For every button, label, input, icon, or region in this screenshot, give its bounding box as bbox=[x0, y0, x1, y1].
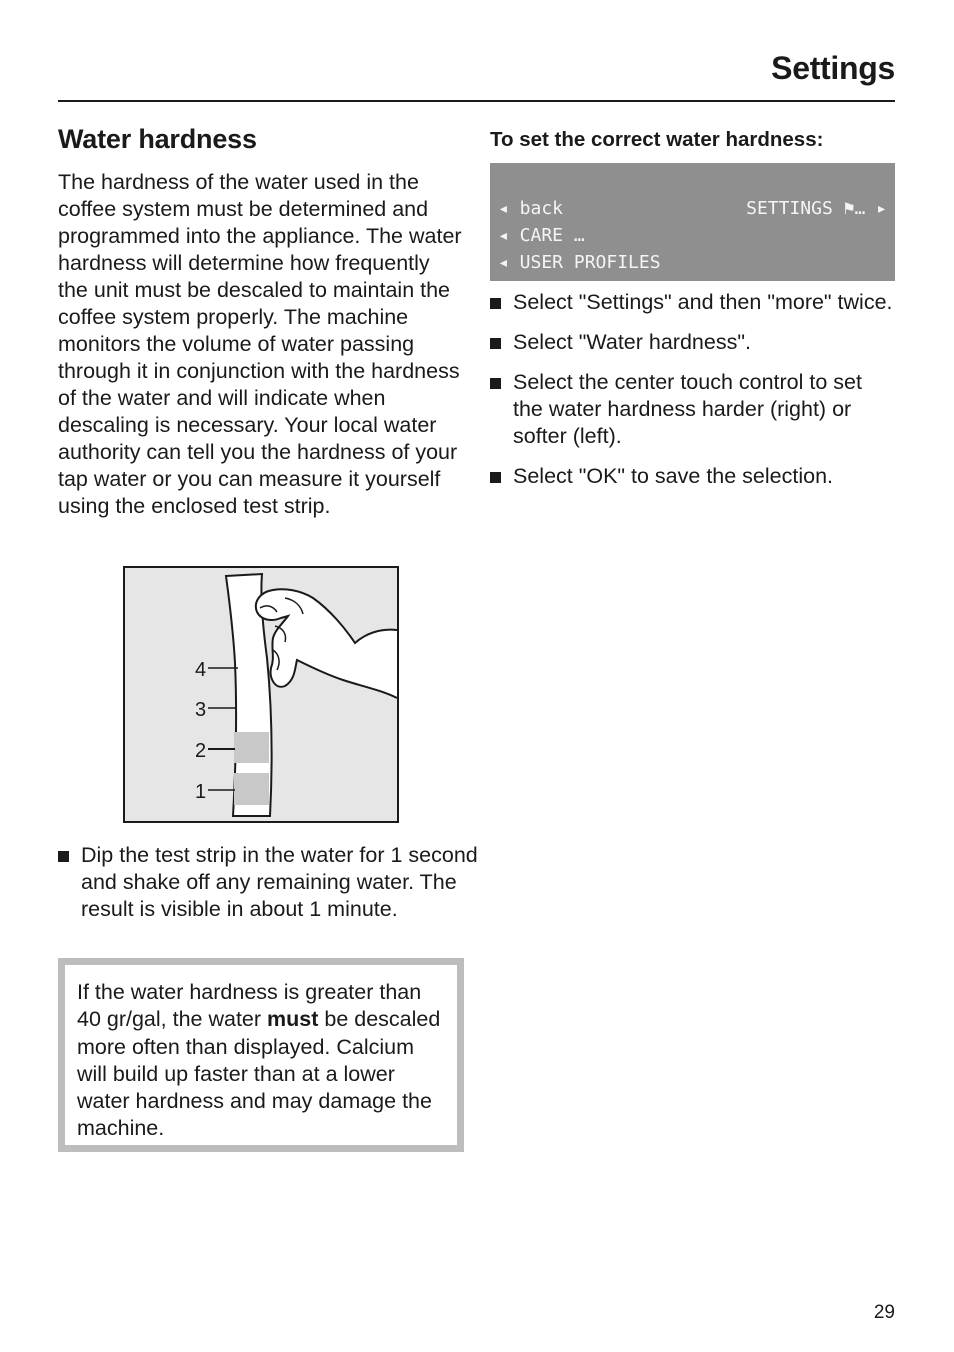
test-pad-1 bbox=[234, 773, 269, 805]
dip-strip-step bbox=[58, 842, 481, 923]
instructions-heading: To set the correct water hardness: bbox=[490, 128, 824, 151]
bullet-square-icon bbox=[490, 298, 501, 309]
page-title: Settings bbox=[771, 50, 895, 86]
warning-note bbox=[58, 958, 464, 1152]
instruction-step: Select "Settings" and then "more" twice. bbox=[490, 289, 895, 316]
instruction-step: Select "OK" to save the selection. bbox=[490, 463, 895, 490]
instruction-step: Select the center touch control to set the water hardness harder (right) or softer (left). bbox=[490, 369, 895, 450]
machine-display-screen bbox=[490, 163, 895, 281]
bullet-square-icon bbox=[490, 378, 501, 389]
instruction-steps bbox=[490, 289, 895, 490]
bullet-square-icon bbox=[58, 851, 69, 862]
emphasis-must: must bbox=[267, 1007, 319, 1032]
display-care-option: ◂ CARE … bbox=[498, 225, 585, 246]
display-settings-option: SETTINGS ⚑… ▸ bbox=[746, 198, 887, 219]
right-column bbox=[490, 128, 895, 503]
display-back-option: ◂ back bbox=[498, 198, 564, 219]
instruction-step: Select "Water hardness". bbox=[490, 329, 895, 356]
hand-holding-strip-illustration bbox=[125, 568, 397, 821]
display-row-care bbox=[498, 222, 887, 249]
strip-label-2: 2 bbox=[195, 740, 207, 762]
hand bbox=[256, 589, 397, 698]
bullet-square-icon bbox=[490, 338, 501, 349]
test-strip-illustration bbox=[123, 566, 399, 823]
strip-label-1: 1 bbox=[195, 781, 207, 803]
strip-label-4: 4 bbox=[195, 659, 207, 681]
page-number: 29 bbox=[873, 1302, 895, 1323]
left-column bbox=[58, 124, 463, 520]
intro-paragraph: The hardness of the water used in the coffee system must be determined and programmed into the appliance. The water hardness will determine how frequently the unit must be descaled to maintain the coffee system properly. The machine monitors the volume of water passing through it in conjunction with the hardness of the water and will indicate when descaling is necessary. Your local water authority can tell you the hardness of your tap water or you can measure it yourself using the enclosed test strip. bbox=[58, 170, 462, 518]
bullet-square-icon bbox=[490, 472, 501, 483]
dip-strip-step-text: Dip the test strip in the water for 1 second and shake off any remaining water. The result is visible in about 1 minute. bbox=[81, 843, 478, 921]
display-row-back bbox=[498, 195, 887, 222]
header-divider bbox=[58, 100, 895, 102]
section-heading: Water hardness bbox=[58, 124, 257, 154]
test-pad-2 bbox=[234, 732, 269, 763]
display-row-user-profiles bbox=[498, 249, 887, 276]
warning-note-text: If the water hardness is greater than 40 gr/gal, the water must be descaled more often than displayed. Calcium will build up faster than at a lower water hardness and may damage the machine. bbox=[77, 980, 441, 1141]
display-user-profiles-option: ◂ USER PROFILES bbox=[498, 252, 661, 273]
strip-label-3: 3 bbox=[195, 699, 207, 721]
